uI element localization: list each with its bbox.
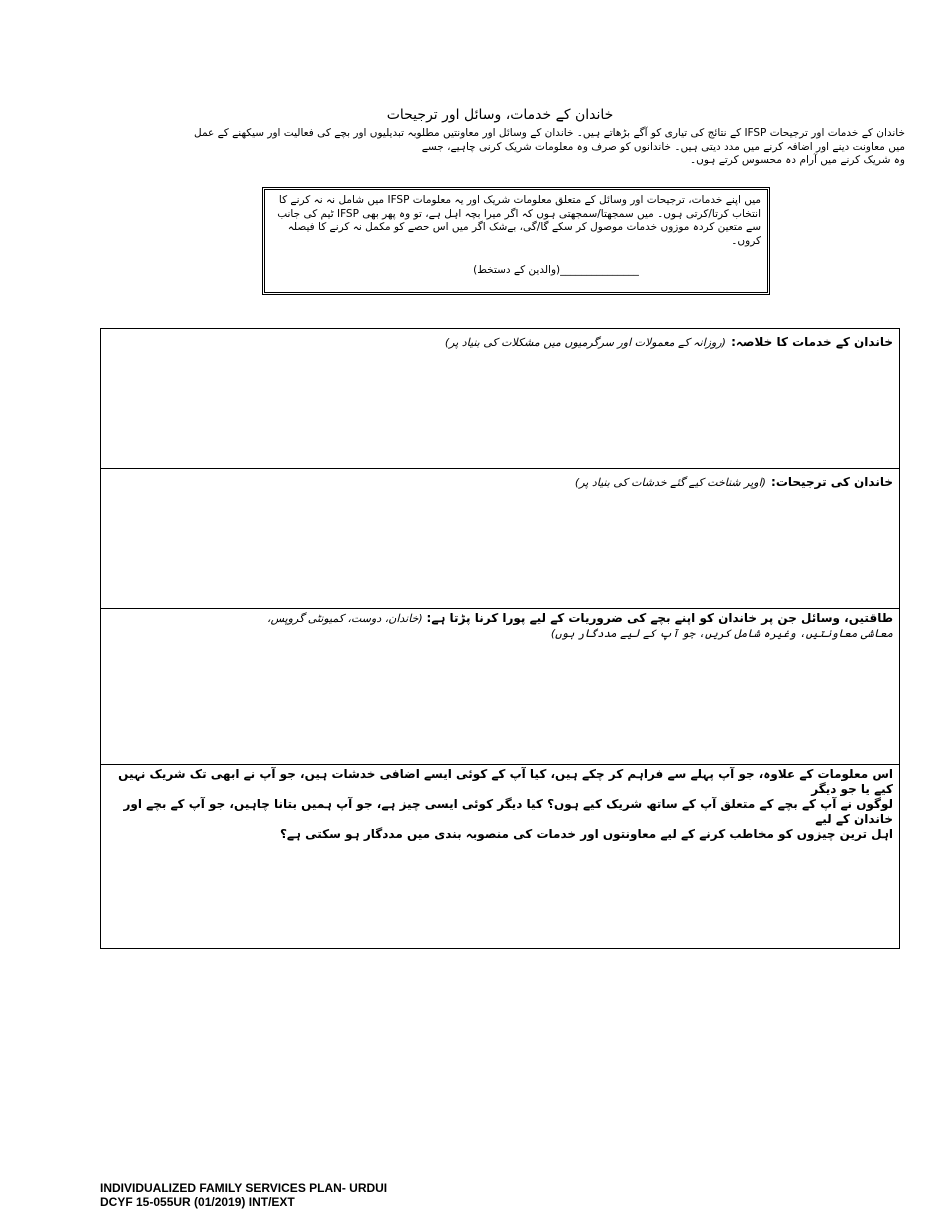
section-hint-line bbox=[107, 626, 893, 641]
parent-signature-line[interactable]: _______________(والدین کے دستخط) bbox=[473, 264, 639, 276]
family-resources-section[interactable] bbox=[101, 608, 899, 764]
section-hint: (خاندان، دوست، کمیونٹی گروپس، bbox=[267, 612, 423, 625]
family-concerns-section[interactable] bbox=[101, 329, 899, 468]
consent-text: میں اپنے خدمات، ترجیحات اور وسائل کے متعلق معلومات شریک اور یہ معلومات IFSP میں شامل نہ نہ کرنے کا انتخاب کرتا/کرتی ہوں۔ میں سمجھتا/سمجھتی ہوں کہ اگر میرا بچہ اہل ہے، تو وہ پھر بھی IFSP ٹیم کی جانب سے متعین کردہ موزوں خدمات موصول کر سکے گا/گی، بےشک اگر میں اس حصے کو مکمل نہ کرنے کا فیصلہ کروں۔ bbox=[277, 194, 761, 247]
intro-line: خاندان کے خدمات اور ترجیحات IFSP کے نتائج کی تیاری کو آگے بڑھاتے ہیں۔ خاندان کے وسائل اور معاونتیں مطلوبہ تبدیلیوں اور بچے کی فعالیت اور سیکھنے کے عمل bbox=[194, 127, 905, 139]
section-hint: (اوپر شناخت کیے گئے خدشات کی بنیاد پر) bbox=[574, 476, 766, 489]
section-hint: (روزانہ کے معمولات اور سرگرمیوں میں مشکلات کی بنیاد پر) bbox=[444, 336, 726, 349]
section-label: خاندان کی ترجیحات: bbox=[771, 475, 893, 489]
family-info-table bbox=[100, 328, 900, 949]
section-question-line: اس معلومات کے علاوہ، جو آپ پہلے سے فراہم کر چکے ہیں، کیا آپ کے کوئی ایسے اضافی خدشات ہیں، جو آپ نے ابھی تک شریک نہیں کیے یا جو دیگر bbox=[118, 767, 893, 796]
family-priorities-section[interactable] bbox=[101, 468, 899, 608]
form-footer bbox=[100, 1181, 387, 1209]
section-question-line: اہل ترین چیزوں کو مخاطب کرنے کے لیے معاونتوں اور خدمات کی منصوبہ بندی میں مددگار ہو سکتی ہے؟ bbox=[279, 827, 893, 841]
section-label: خاندان کے خدمات کا خلاصہ: bbox=[731, 335, 893, 349]
section-heading-line bbox=[107, 611, 893, 626]
consent-box bbox=[262, 187, 770, 295]
intro-line: وہ شریک کرنے میں آرام دہ محسوس کرتے ہوں۔ bbox=[689, 154, 905, 166]
section-hint-continued: معاشی معاونتیں، وغیرہ شامل کریں، جو آپ کے لیے مددگار ہوں) bbox=[550, 627, 893, 640]
section-question-line: لوگوں نے آپ کے بچے کے متعلق آپ کے ساتھ شریک کیے ہوں؟ کیا دیگر کوئی ایسی چیز ہے، جو آپ ہمیں بتانا چاہیں، جو آپ کے بچے اور خاندان کے لیے bbox=[123, 797, 893, 826]
additional-concerns-section[interactable] bbox=[101, 764, 899, 950]
form-title: INDIVIDUALIZED FAMILY SERVICES PLAN- URDUI bbox=[100, 1181, 388, 1195]
form-number: DCYF 15-055UR (01/2019) INT/EXT bbox=[100, 1195, 295, 1209]
page-title: خاندان کے خدمات، وسائل اور ترجیحات bbox=[386, 107, 614, 123]
section-label: طاقتیں، وسائل جن پر خاندان کو اپنے بچے کی ضروریات کے لیے پورا کرنا پڑتا ہے: bbox=[426, 611, 893, 625]
intro-paragraph bbox=[145, 127, 905, 168]
intro-line: میں معاونت دینے اور اضافہ کرنے میں مدد دیتی ہیں۔ خاندانوں کو صرف وہ معلومات شریک کرنی چاہیے، جسے bbox=[421, 140, 905, 153]
